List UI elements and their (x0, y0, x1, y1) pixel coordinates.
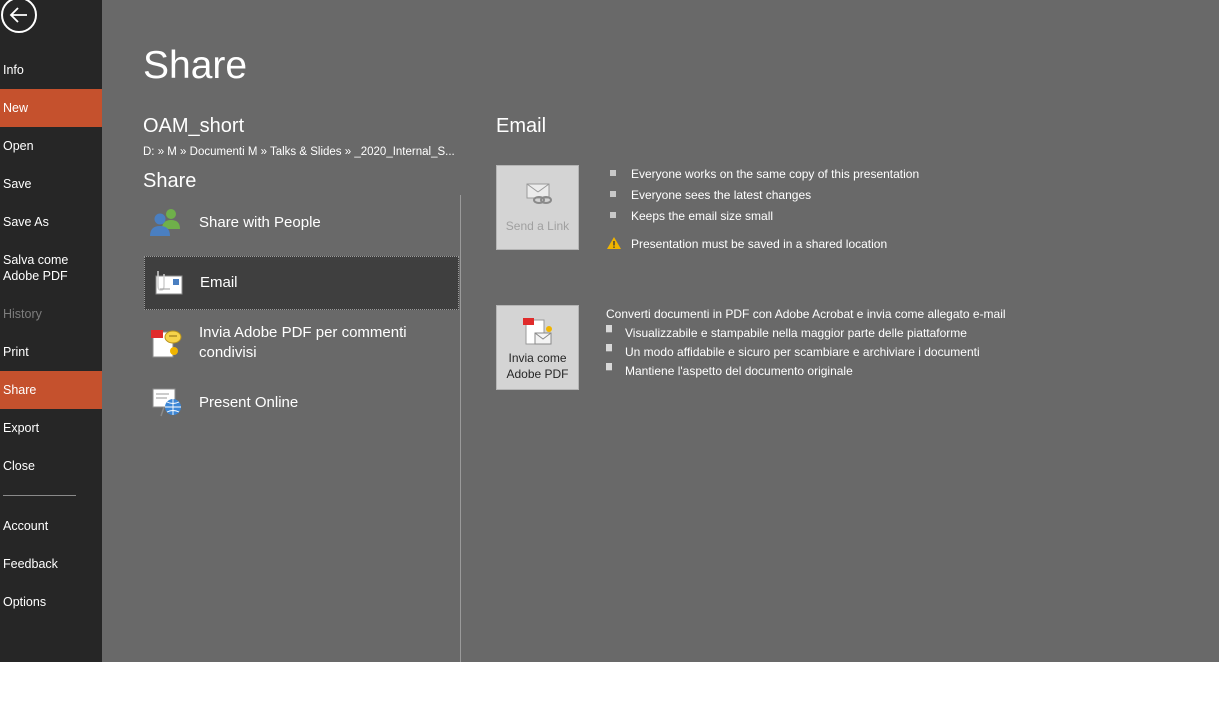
list-item: Everyone sees the latest changes (631, 188, 812, 202)
sidebar-item-info[interactable] (0, 51, 102, 89)
share-option-label: Invia Adobe PDF per commenti condivisi (199, 324, 407, 361)
list-item: Un modo affidabile e sicuro per scambiare e archiviare i documenti (625, 345, 980, 359)
email-panel-heading: Email (496, 115, 547, 137)
sidebar-item-label: Options (3, 595, 47, 609)
bullet-square-icon (610, 170, 616, 176)
share-people-icon (149, 205, 183, 239)
sidebar-item-save-adobe-pdf[interactable] (0, 249, 80, 287)
send-link-icon (522, 180, 554, 211)
sidebar-item-label: Open (3, 139, 34, 153)
sidebar-item-label: Share (3, 383, 37, 397)
sidebar-item-label: Salva come Adobe PDF (3, 253, 69, 283)
sidebar-item-label: Save As (3, 215, 49, 229)
bullet-square-icon (606, 344, 612, 352)
list-item: Keeps the email size small (631, 209, 774, 223)
warning-icon (606, 236, 622, 253)
sidebar-item-share[interactable] (0, 371, 102, 409)
sidebar-item-export[interactable] (0, 409, 102, 447)
sidebar-item-history (0, 295, 102, 333)
sidebar-item-save[interactable] (0, 165, 102, 203)
share-section-heading: Share (143, 170, 197, 192)
shared-location-warning: Presentation must be saved in a shared location (631, 237, 888, 251)
back-arrow-icon[interactable] (1, 0, 37, 33)
share-option-label: Present Online (199, 394, 299, 411)
panel-divider (460, 195, 461, 662)
sidebar-item-label: Print (3, 345, 29, 359)
invia-come-adobe-pdf-button[interactable] (496, 305, 579, 390)
backstage-sidebar (0, 0, 102, 662)
page-title: Share (143, 44, 248, 87)
list-item: Mantiene l'aspetto del documento originale (625, 364, 853, 378)
bullet-square-icon (610, 212, 616, 218)
sidebar-item-save-as[interactable] (0, 203, 102, 241)
sidebar-item-label: History (3, 307, 42, 321)
list-item: Everyone works on the same copy of this presentation (631, 167, 920, 181)
sidebar-item-options[interactable] (0, 583, 102, 621)
sidebar-item-label: Close (3, 459, 35, 473)
sidebar-item-new[interactable] (0, 89, 102, 127)
share-option-present-online[interactable] (144, 380, 459, 426)
invia-come-adobe-pdf-label: Invia come Adobe PDF (506, 351, 569, 381)
sidebar-item-open[interactable] (0, 127, 102, 165)
email-attachment-icon (150, 266, 184, 300)
share-option-invia-adobe-pdf-commenti[interactable] (144, 318, 459, 372)
sidebar-item-feedback[interactable] (0, 545, 102, 583)
sidebar-item-account[interactable] (0, 507, 102, 545)
present-online-icon (149, 385, 183, 419)
sidebar-item-label: Save (3, 177, 32, 191)
adobe-pdf-email-icon (521, 316, 555, 353)
document-name: OAM_short (143, 115, 245, 137)
sidebar-item-label: Export (3, 421, 40, 435)
sidebar-item-label: Feedback (3, 557, 58, 571)
share-option-label: Share with People (199, 214, 321, 231)
sidebar-divider (3, 495, 76, 496)
adobe-pdf-comment-icon (149, 326, 183, 360)
bullet-square-icon (606, 325, 612, 333)
sidebar-item-label: Info (3, 63, 24, 77)
share-option-label: Email (200, 274, 238, 291)
list-item: Visualizzabile e stampabile nella maggior parte delle piattaforme (625, 326, 967, 340)
send-a-link-label: Send a Link (505, 219, 570, 233)
sidebar-item-close[interactable] (0, 447, 102, 485)
send-a-link-button[interactable] (496, 165, 579, 250)
bullet-square-icon (606, 363, 612, 371)
share-option-share-with-people[interactable] (144, 200, 459, 246)
bullet-square-icon (610, 191, 616, 197)
sidebar-item-label: Account (3, 519, 49, 533)
document-path: D: » M » Documenti M » Talks & Slides » _2020_Internal_S... (143, 146, 455, 158)
adobe-pdf-description: Converti documenti in PDF con Adobe Acrobat e invia come allegato e-mail (606, 307, 1006, 321)
sidebar-item-print[interactable] (0, 333, 102, 371)
sidebar-item-label: New (3, 101, 29, 115)
share-option-email[interactable] (144, 256, 459, 310)
